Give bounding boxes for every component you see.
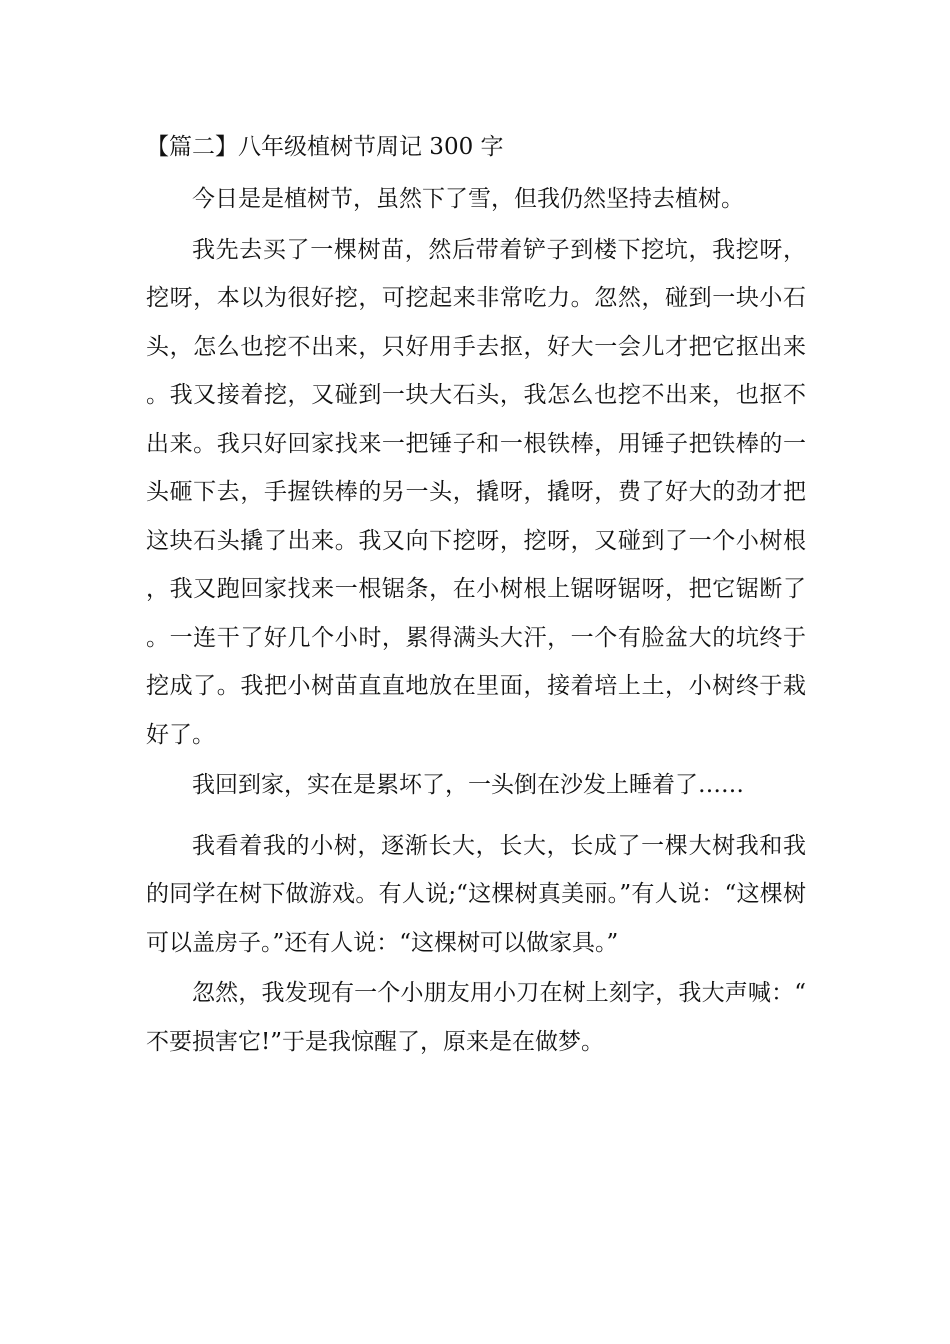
paragraph-3: 我回到家，实在是累坏了，一头倒在沙发上睡着了…… <box>192 772 744 798</box>
document-title: 【篇二】八年级植树节周记 300 字 <box>146 134 504 160</box>
document-page <box>146 127 806 1066</box>
paragraph-2: 我先去买了一棵树苗，然后带着铲子到楼下挖坑，我挖呀，挖呀，本以为很好挖，可挖起来非常吃力。忽然，碰到一块小石头，怎么也挖不出来，只好用手去抠，好大一会儿才把它抠出来。我又接着挖，又碰到一块大石头，我怎么也挖不出来，也抠不出来。我只好回家找来一把锤子和一根铁棒，用锤子把铁棒的一头砸下去，手握铁棒的另一头，撬呀，撬呀，费了好大的劲才把这块石头撬了出来。我又向下挖呀，挖呀，又碰到了一个小树根，我又跑回家找来一根锯条，在小树根上锯呀锯呀，把它锯断了。一连干了好几个小时，累得满头大汗，一个有脸盆大的坑终于挖成了。我把小树苗直直地放在里面，接着培上土，小树终于栽好了。 <box>146 236 806 748</box>
paragraph-4: 我看着我的小树，逐渐长大，长大，长成了一棵大树我和我的同学在树下做游戏。有人说;“这棵树真美丽。”有人说：“这棵树可以盖房子。”还有人说：“这棵树可以做家具。” <box>146 832 806 956</box>
paragraph-1: 今日是是植树节，虽然下了雪，但我仍然坚持去植树。 <box>192 186 744 212</box>
paragraph-5: 忽然，我发现有一个小朋友用小刀在树上刻字，我大声喊：“不要损害它!”于是我惊醒了，原来是在做梦。 <box>146 980 806 1055</box>
